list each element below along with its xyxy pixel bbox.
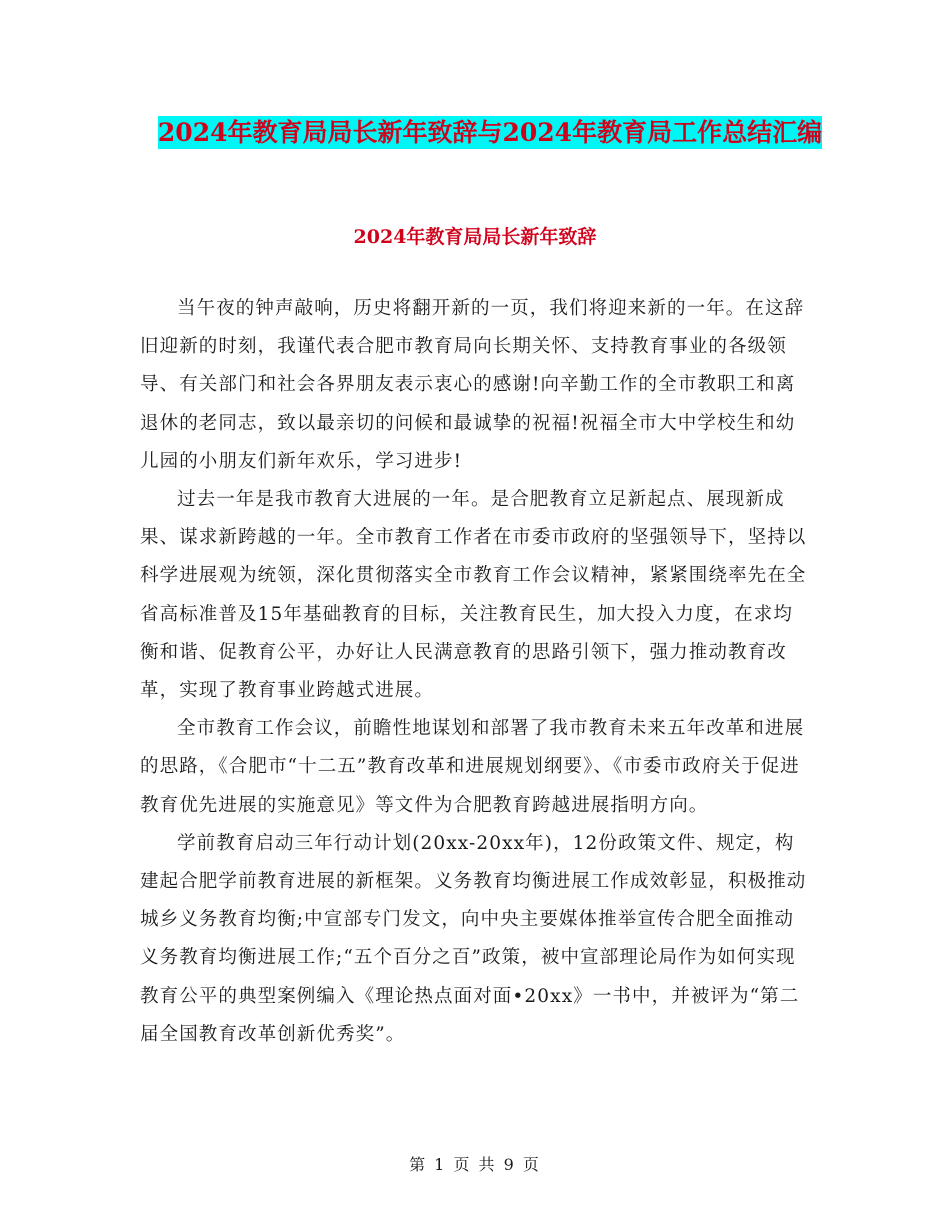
paragraph: 当午夜的钟声敲响，历史将翻开新的一页，我们将迎来新的一年。在这辞旧迎新的时刻，我谨代表合肥市教育局向长期关怀、支持教育事业的各级领导、有关部门和社会各界朋友表示衷心的感谢!向辛勤工作的全市教职工和离退休的老同志，致以最亲切的问候和最诚挚的祝福!祝福全市大中学校生和幼儿园的小朋友们新年欢乐，学习进步! bbox=[140, 298, 805, 472]
section-title: 2024年教育局局长新年致辞 bbox=[353, 226, 597, 248]
document-title-text: 2024年教育局局长新年致辞与2024年教育局工作总结汇编 bbox=[157, 118, 823, 147]
page-footer: 第 1 页 共 9 页 bbox=[409, 1155, 541, 1174]
document-body bbox=[140, 290, 812, 1054]
paragraph: 学前教育启动三年行动计划(20xx-20xx年)，12份政策文件、规定，构建起合肥学前教育进展的新框架。义务教育均衡进展工作成效彰显，积极推动城乡义务教育均衡;中宣部专门发文，向中央主要媒体推举宣传合肥全面推动义务教育均衡进展工作;“五个百分之百”政策，被中宣部理论局作为如何实现教育公平的典型案例编入《理论热点面对面•20xx》一书中，并被评为“第二届全国教育改革创新优秀奖”。 bbox=[140, 832, 807, 1045]
document-title bbox=[140, 111, 840, 154]
paragraph: 全市教育工作会议，前瞻性地谋划和部署了我市教育未来五年改革和进展的思路，《合肥市“十二五”教育改革和进展规划纲要》、《市委市政府关于促进教育优先进展的实施意见》等文件为合肥教育跨越进展指明方向。 bbox=[140, 718, 805, 816]
paragraph: 过去一年是我市教育大进展的一年。是合肥教育立足新起点、展现新成果、谋求新跨越的一年。全市教育工作者在市委市政府的坚强领导下，坚持以科学进展观为统领，深化贯彻落实全市教育工作会议精神，紧紧围绕率先在全省高标准普及15年基础教育的目标，关注教育民生，加大投入力度，在求均衡和谐、促教育公平，办好让人民满意教育的思路引领下，强力推动教育改革，实现了教育事业跨越式进展。 bbox=[140, 489, 807, 702]
